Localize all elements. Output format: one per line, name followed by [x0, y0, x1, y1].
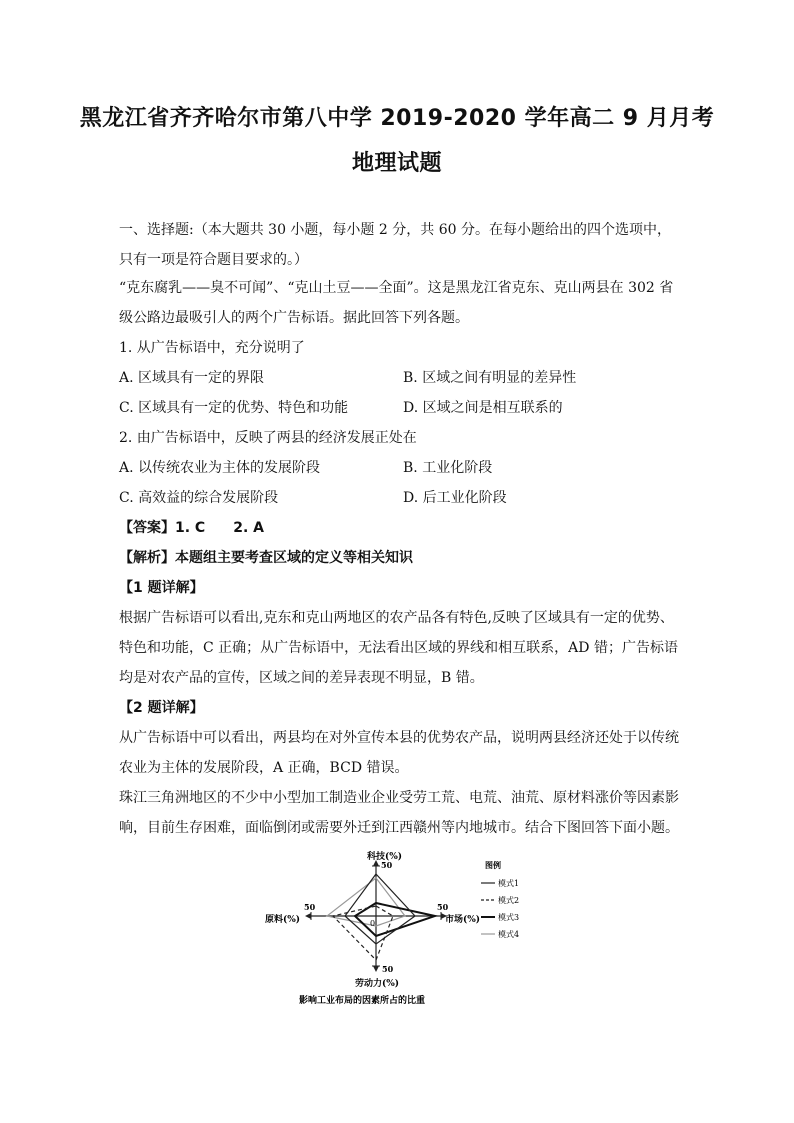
tick-left: 50 — [304, 902, 316, 912]
passage-1: “克东腐乳——臭不可闻”、“克山土豆——全面”。这是黑龙江省克东、克山两县在 302 省级公路边最吸引人的两个广告标语。据此回答下列各题。 — [119, 280, 674, 326]
section-heading: 一、选择题:（本大题共 30 小题，每小题 2 分，共 60 分。在每小题给出的四个选项中，只有一项是符合题目要求的。） — [119, 222, 671, 268]
industry-factor-radar-diagram — [255, 848, 545, 1010]
question-1-option-b: B. 区域之间有明显的差异性 — [403, 370, 577, 386]
axis-label-labor: 劳动力(%) — [355, 979, 400, 989]
passage-2: 珠江三角洲地区的不少中小型加工制造业企业受劳工荒、电荒、油荒、原材料涨价等因素影响，目前生存困难，面临倒闭或需要外迁到江西赣州等内地城市。结合下图回答下面小题。 — [119, 790, 679, 836]
question-2-option-b: B. 工业化阶段 — [403, 460, 493, 476]
origin-label: 0 — [370, 919, 376, 928]
legend-mode-3: 模式3 — [498, 913, 520, 922]
detail-1-heading: 【1 题详解】 — [119, 580, 204, 596]
series-mode-4 — [327, 878, 405, 926]
question-1-stem: 1. 从广告标语中，充分说明了 — [119, 340, 305, 356]
detail-2-heading: 【2 题详解】 — [119, 700, 204, 716]
axis-label-material: 原料(%) — [265, 915, 301, 925]
diagram-caption: 影响工业布局的因素所占的比重 — [299, 996, 426, 1006]
detail-2-text: 从广告标语中可以看出，两县均在对外宣传本县的优势农产品，说明两县经济还处于以传统农业为主体的发展阶段，A 正确，BCD 错误。 — [119, 730, 679, 776]
question-1-option-c: C. 区域具有一定的优势、特色和功能 — [119, 400, 349, 416]
page-title: 黑龙江省齐齐哈尔市第八中学 2019-2020 学年高二 9 月月考 — [79, 106, 715, 131]
tick-right: 50 — [437, 902, 449, 912]
legend-title: 图例 — [485, 860, 501, 870]
question-2-option-d: D. 后工业化阶段 — [403, 490, 507, 506]
axis-label-market: 市场(%) — [445, 915, 481, 925]
page-subtitle: 地理试题 — [351, 151, 442, 176]
question-1-option-a: A. 区域具有一定的界限 — [119, 370, 265, 386]
legend-mode-4: 模式4 — [498, 930, 520, 939]
analysis-line: 【解析】本题组主要考查区域的定义等相关知识 — [119, 550, 413, 566]
answer-line: 【答案】1. C 2. A — [119, 520, 264, 536]
question-2-option-a: A. 以传统农业为主体的发展阶段 — [119, 460, 321, 476]
legend-mode-1: 模式1 — [498, 879, 520, 888]
question-2-stem: 2. 由广告标语中，反映了两县的经济发展正处在 — [119, 430, 417, 446]
question-1-option-d: D. 区域之间是相互联系的 — [403, 400, 563, 416]
question-2-option-c: C. 高效益的综合发展阶段 — [119, 490, 279, 506]
tick-bottom: 50 — [382, 964, 394, 974]
axis-label-tech: 科技(%) — [367, 852, 403, 862]
tick-top: 50 — [381, 860, 393, 870]
detail-1-text: 根据广告标语可以看出,克东和克山两地区的农产品各有特色,反映了区域具有一定的优势、特色和功能，C 正确；从广告标语中，无法看出区域的界线和相互联系，AD 错；广告标语均是对农产品的宣传，区域之间的差异表现不明显，B 错。 — [119, 610, 678, 686]
legend-mode-2: 模式2 — [498, 896, 520, 905]
